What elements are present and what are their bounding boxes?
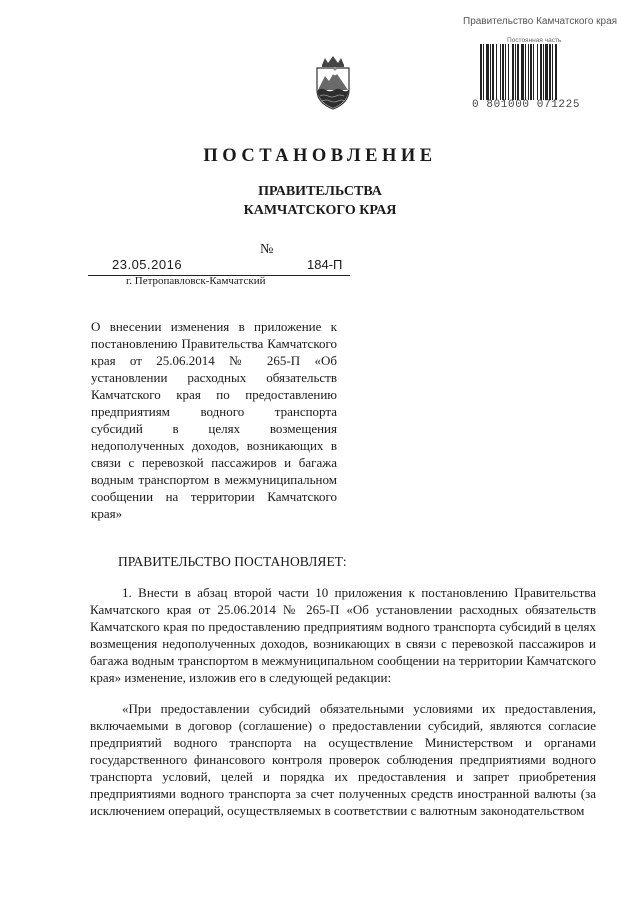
barcode-bar [500,44,501,100]
document-type-title: ПОСТАНОВЛЕНИЕ [203,146,437,166]
barcode-bar [515,44,516,100]
barcode-bar [496,44,497,100]
issuer-line-1: ПРАВИТЕЛЬСТВА [258,184,382,199]
barcode-bar [540,44,542,100]
barcode-bar [492,44,494,100]
barcode-bar [502,44,504,100]
kamchatka-coat-of-arms-icon [313,56,353,110]
resolution-heading: ПРАВИТЕЛЬСТВО ПОСТАНОВЛЯЕТ: [118,554,347,569]
stamp-part-label: Постоянная часть [507,37,562,44]
barcode-number: 0 801000 071225 [472,99,581,111]
barcode-bar [521,44,524,100]
barcode-bar [490,44,491,100]
document-date: 23.05.2016 [112,257,183,272]
barcode-bar [505,44,506,100]
barcode-bar [555,44,557,100]
stamp-organization: Правительство Камчатского края [463,16,618,27]
barcode-bar [512,44,514,100]
barcode-bar [549,44,551,100]
body-paragraph-1: 1. Внести в абзац второй части 10 приложения к постановлению Правительства Камчатского края от 25.06.2014 № 265-П «Об установлении расходных обязательств Камчатского края по предоставлению предприятиям водного транспорта субсидий в целях возмещения недополученных доходов, возникающих в связи с перевозкой пассажиров и багажа водным транспортом в межмуниципальном сообщении на территории Камчатского края» изменение, изложив его в следующей редакции: [90,585,596,685]
number-sign: № [260,242,274,257]
barcode-bar [537,44,538,100]
barcode-bar [508,44,509,100]
issuer-line-2: КАМЧАТСКОГО КРАЯ [243,203,397,218]
document-number: 184-П [307,257,343,272]
barcode-bar [486,44,489,100]
barcode-bar [533,44,534,100]
barcode-bar [530,44,532,100]
issue-city: г. Петропавловск-Камчатский [126,275,266,287]
barcode [480,44,582,100]
barcode-bar [480,44,482,100]
barcode-bar [525,44,526,100]
body-paragraph-2: «При предоставлении субсидий обязательными условиями их предоставления, включаемыми в договор (соглашение) о предоставлении субсидий, являются согласие предприятий водного транспорта на осуществление Министерством и органами государственного финансового контроля проверок соблюдения предприятиями водного транспорта условий, целей и порядка их предоставления и запрет приобретения предприятиями водного транспорта за счет полученных средств иностранной валюты (за исключением операций, осуществляемых в соответствии с валютным законодательством [90,701,596,818]
barcode-bar [528,44,529,100]
barcode-bar [552,44,553,100]
barcode-bar [517,44,519,100]
document-subject: О внесении изменения в приложение к постановлению Правительства Камчатского края от 25.06.2014 № 265-П «Об установлении расходных обязательств Камчатского края по предоставлению предприятиям водного транспорта субсидий в целях возмещения недополученных доходов, возникающих в связи с перевозкой пассажиров и багажа водным транспортом в межмуниципальном сообщении на территории Камчатского края» [91,319,337,521]
barcode-bar [543,44,544,100]
barcode-bar [545,44,548,100]
barcode-bar [483,44,484,100]
